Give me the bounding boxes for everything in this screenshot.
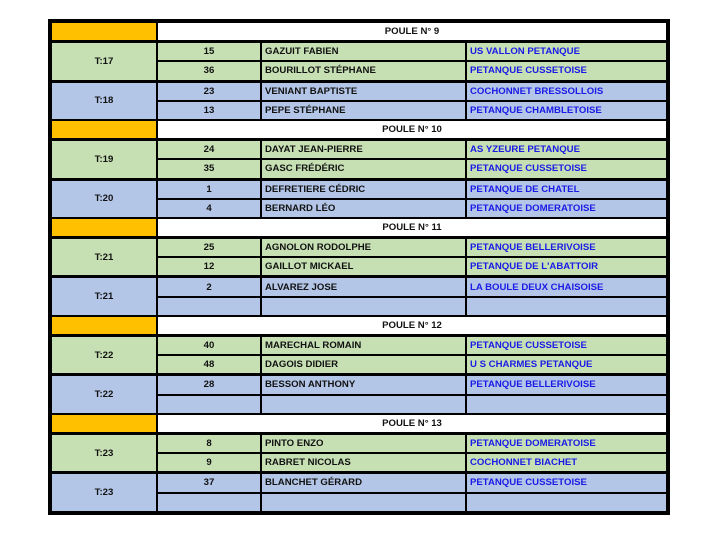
table-number-cell: T:23: [51, 433, 157, 472]
table-row: [51, 81, 667, 101]
poule-header-row: [51, 120, 667, 140]
player-club-cell[interactable]: PETANQUE BELLERIVOISE: [466, 238, 667, 258]
table-row: [51, 277, 667, 297]
player-name-cell[interactable]: AGNOLON RODOLPHE: [261, 238, 466, 258]
player-number-cell[interactable]: [157, 395, 261, 414]
player-number-cell[interactable]: 24: [157, 140, 261, 160]
table-number-cell: T:17: [51, 42, 157, 81]
player-name-cell[interactable]: VENIANT BAPTISTE: [261, 81, 466, 101]
player-club-cell[interactable]: COCHONNET BIACHET: [466, 453, 667, 473]
player-name-cell[interactable]: [261, 395, 466, 414]
table-number-cell: T:19: [51, 140, 157, 179]
poule-marker-cell: [51, 316, 157, 336]
poule-header-row: [51, 22, 667, 42]
player-name-cell[interactable]: BOURILLOT STÉPHANE: [261, 61, 466, 81]
player-number-cell[interactable]: 28: [157, 375, 261, 395]
player-club-cell[interactable]: AS YZEURE PETANQUE: [466, 140, 667, 160]
poules-body: [51, 22, 667, 512]
player-name-cell[interactable]: RABRET NICOLAS: [261, 453, 466, 473]
player-name-cell[interactable]: GAZUIT FABIEN: [261, 42, 466, 62]
player-name-cell[interactable]: DEFRETIERE CÉDRIC: [261, 179, 466, 199]
player-number-cell[interactable]: 2: [157, 277, 261, 297]
player-number-cell[interactable]: 8: [157, 433, 261, 453]
player-club-cell[interactable]: PETANQUE CUSSETOISE: [466, 159, 667, 179]
poule-marker-cell: [51, 120, 157, 140]
player-club-cell[interactable]: COCHONNET BRESSOLLOIS: [466, 81, 667, 101]
player-club-cell[interactable]: LA BOULE DEUX CHAISOISE: [466, 277, 667, 297]
poule-title: POULE N° 10: [157, 120, 667, 140]
player-club-cell[interactable]: PETANQUE DOMERATOISE: [466, 199, 667, 218]
poule-header-row: [51, 414, 667, 434]
player-club-cell[interactable]: PETANQUE CUSSETOISE: [466, 336, 667, 356]
player-name-cell[interactable]: BESSON ANTHONY: [261, 375, 466, 395]
player-name-cell[interactable]: DAGOIS DIDIER: [261, 355, 466, 375]
player-club-cell[interactable]: PETANQUE CUSSETOISE: [466, 61, 667, 81]
player-club-cell[interactable]: PETANQUE BELLERIVOISE: [466, 375, 667, 395]
player-club-cell[interactable]: PETANQUE DE CHATEL: [466, 179, 667, 199]
table-row: [51, 336, 667, 356]
table-number-cell: T:22: [51, 375, 157, 414]
player-number-cell[interactable]: 1: [157, 179, 261, 199]
table-number-cell: T:21: [51, 238, 157, 277]
table-number-cell: T:23: [51, 473, 157, 512]
player-club-cell[interactable]: PETANQUE CHAMBLETOISE: [466, 101, 667, 120]
player-club-cell[interactable]: [466, 395, 667, 414]
poule-marker-cell: [51, 218, 157, 238]
player-number-cell[interactable]: 37: [157, 473, 261, 493]
player-name-cell[interactable]: [261, 297, 466, 316]
player-number-cell[interactable]: 9: [157, 453, 261, 473]
table-row: [51, 179, 667, 199]
table-number-cell: T:18: [51, 81, 157, 120]
table-number-cell: T:21: [51, 277, 157, 316]
poules-sheet: [48, 19, 670, 515]
player-number-cell[interactable]: 13: [157, 101, 261, 120]
table-number-cell: T:20: [51, 179, 157, 218]
poule-title: POULE N° 12: [157, 316, 667, 336]
player-name-cell[interactable]: GAILLOT MICKAEL: [261, 257, 466, 277]
player-name-cell[interactable]: ALVAREZ JOSE: [261, 277, 466, 297]
player-number-cell[interactable]: 36: [157, 61, 261, 81]
player-club-cell[interactable]: PETANQUE DOMERATOISE: [466, 433, 667, 453]
player-club-cell[interactable]: PETANQUE DE L'ABATTOIR: [466, 257, 667, 277]
table-row: [51, 42, 667, 62]
poule-header-row: [51, 316, 667, 336]
player-club-cell[interactable]: [466, 493, 667, 512]
table-row: [51, 473, 667, 493]
poules-table: [50, 21, 668, 513]
player-club-cell[interactable]: U S CHARMES PETANQUE: [466, 355, 667, 375]
player-number-cell[interactable]: [157, 297, 261, 316]
player-name-cell[interactable]: BLANCHET GÉRARD: [261, 473, 466, 493]
player-club-cell[interactable]: [466, 297, 667, 316]
table-row: [51, 375, 667, 395]
player-name-cell[interactable]: MARECHAL ROMAIN: [261, 336, 466, 356]
player-number-cell[interactable]: 48: [157, 355, 261, 375]
table-row: [51, 433, 667, 453]
player-name-cell[interactable]: [261, 493, 466, 512]
poule-title: POULE N° 13: [157, 414, 667, 434]
table-number-cell: T:22: [51, 336, 157, 375]
table-row: [51, 238, 667, 258]
player-number-cell[interactable]: 25: [157, 238, 261, 258]
player-name-cell[interactable]: BERNARD LÉO: [261, 199, 466, 218]
player-name-cell[interactable]: PINTO ENZO: [261, 433, 466, 453]
player-number-cell[interactable]: 35: [157, 159, 261, 179]
player-name-cell[interactable]: GASC FRÉDÉRIC: [261, 159, 466, 179]
table-row: [51, 140, 667, 160]
player-number-cell[interactable]: [157, 493, 261, 512]
player-number-cell[interactable]: 4: [157, 199, 261, 218]
player-number-cell[interactable]: 12: [157, 257, 261, 277]
poule-marker-cell: [51, 414, 157, 434]
player-number-cell[interactable]: 40: [157, 336, 261, 356]
poule-title: POULE N° 11: [157, 218, 667, 238]
player-number-cell[interactable]: 23: [157, 81, 261, 101]
player-club-cell[interactable]: PETANQUE CUSSETOISE: [466, 473, 667, 493]
player-name-cell[interactable]: PEPE STÉPHANE: [261, 101, 466, 120]
poule-header-row: [51, 218, 667, 238]
poule-marker-cell: [51, 22, 157, 42]
player-club-cell[interactable]: US VALLON PETANQUE: [466, 42, 667, 62]
player-number-cell[interactable]: 15: [157, 42, 261, 62]
poule-title: POULE N° 9: [157, 22, 667, 42]
player-name-cell[interactable]: DAYAT JEAN-PIERRE: [261, 140, 466, 160]
